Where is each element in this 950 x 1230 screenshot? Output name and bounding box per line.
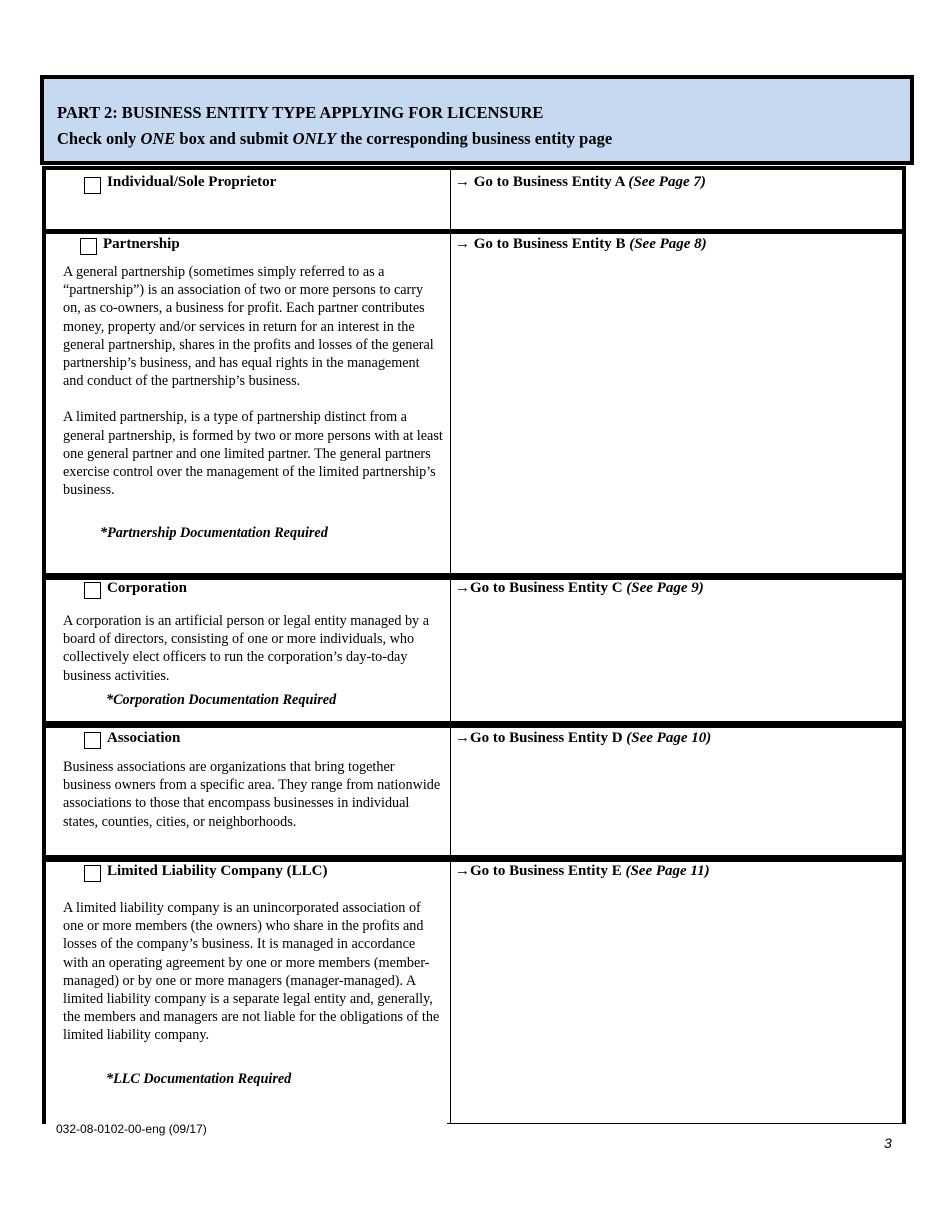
entity-label: Limited Liability Company (LLC) bbox=[107, 863, 328, 879]
llc-checkbox[interactable] bbox=[84, 865, 101, 882]
entity-goto-cell bbox=[447, 170, 906, 234]
entity-description bbox=[63, 899, 443, 1063]
table-bottom-border bbox=[447, 1123, 906, 1124]
goto-entity-a: → Go to Business Entity A (See Page 7) bbox=[455, 174, 706, 190]
page-number: 3 bbox=[884, 1135, 892, 1151]
documentation-required-note: *Partnership Documentation Required bbox=[100, 525, 328, 541]
entity-goto-cell bbox=[447, 859, 906, 1124]
entity-label: Individual/Sole Proprietor bbox=[107, 174, 277, 190]
goto-entity-e: →Go to Business Entity E (See Page 11) bbox=[455, 863, 710, 879]
entity-description-cell bbox=[42, 725, 451, 862]
form-code: 032-08-0102-00-eng (09/17) bbox=[56, 1122, 207, 1136]
corporation-checkbox[interactable] bbox=[84, 582, 101, 599]
entity-row-association bbox=[42, 721, 906, 862]
association-checkbox[interactable] bbox=[84, 732, 101, 749]
documentation-required-note: *LLC Documentation Required bbox=[106, 1071, 292, 1087]
entity-row-corporation bbox=[42, 573, 906, 728]
entity-description-cell bbox=[42, 859, 451, 1124]
entity-goto-cell bbox=[447, 233, 906, 580]
sole-proprietor-checkbox[interactable] bbox=[84, 177, 101, 194]
partnership-checkbox[interactable] bbox=[80, 238, 97, 255]
entity-description bbox=[63, 612, 443, 703]
goto-entity-b: → Go to Business Entity B (See Page 8) bbox=[455, 236, 707, 252]
entity-label: Corporation bbox=[107, 580, 187, 596]
part-2-header bbox=[40, 75, 914, 165]
goto-entity-d: →Go to Business Entity D (See Page 10) bbox=[455, 730, 712, 746]
entity-label: Partnership bbox=[103, 236, 180, 252]
description-paragraph: A corporation is an artificial person or legal entity managed by a board of directors, consisting of one or more individuals, who collectively elect officers to run the corporation’s day-to-day business activities. bbox=[63, 613, 429, 684]
section-instruction: Check only ONE box and submit ONLY the corresponding business entity page bbox=[57, 129, 613, 148]
entity-description-cell bbox=[42, 233, 451, 580]
entity-description bbox=[63, 263, 443, 517]
entity-goto-cell bbox=[447, 725, 906, 862]
entity-row-llc bbox=[42, 855, 906, 1124]
documentation-required-note: *Corporation Documentation Required bbox=[106, 692, 337, 708]
entity-label: Association bbox=[107, 730, 181, 746]
description-paragraph: Business associations are organizations that bring together business owners from a specific area. They range from nationwide associations to those that encompass businesses in individual states, counties, cities, or neighborhoods. bbox=[63, 759, 441, 830]
entity-goto-cell bbox=[447, 577, 906, 728]
entity-description-cell bbox=[42, 170, 451, 234]
entity-row-partnership bbox=[42, 229, 906, 580]
entity-description bbox=[63, 758, 443, 849]
description-paragraph: A limited partnership, is a type of partnership distinct from a general partnership, is formed by two or more persons with at least one general partner and one limited partner. The general partners exercise control over the management of the limited partnership’s business. bbox=[63, 409, 443, 499]
goto-entity-c: →Go to Business Entity C (See Page 9) bbox=[455, 580, 704, 596]
description-paragraph: A general partnership (sometimes simply referred to as a “partnership”) is an association of two or more persons to carry on, as co-owners, a business for profit. Each partner contributes money, property and/or services in return for an interest in the general partnership, shares in the profits and losses of the general partnership’s business, and has equal rights in the management and conduct of the partnership’s business. bbox=[63, 264, 434, 390]
entity-row-sole-proprietor bbox=[42, 166, 906, 234]
section-title: PART 2: BUSINESS ENTITY TYPE APPLYING FOR LICENSURE bbox=[57, 103, 544, 122]
entity-description-cell bbox=[42, 577, 451, 728]
description-paragraph: A limited liability company is an unincorporated association of one or more members (the owners) who share in the profits and losses of the company’s business. It is managed in accordance with an operating agreement by one or more members (member-managed) or by one or more managers (manager-managed). A limited liability company is a separate legal entity and, generally, the members and managers are not liable for the obligations of the limited liability company. bbox=[63, 900, 440, 1044]
